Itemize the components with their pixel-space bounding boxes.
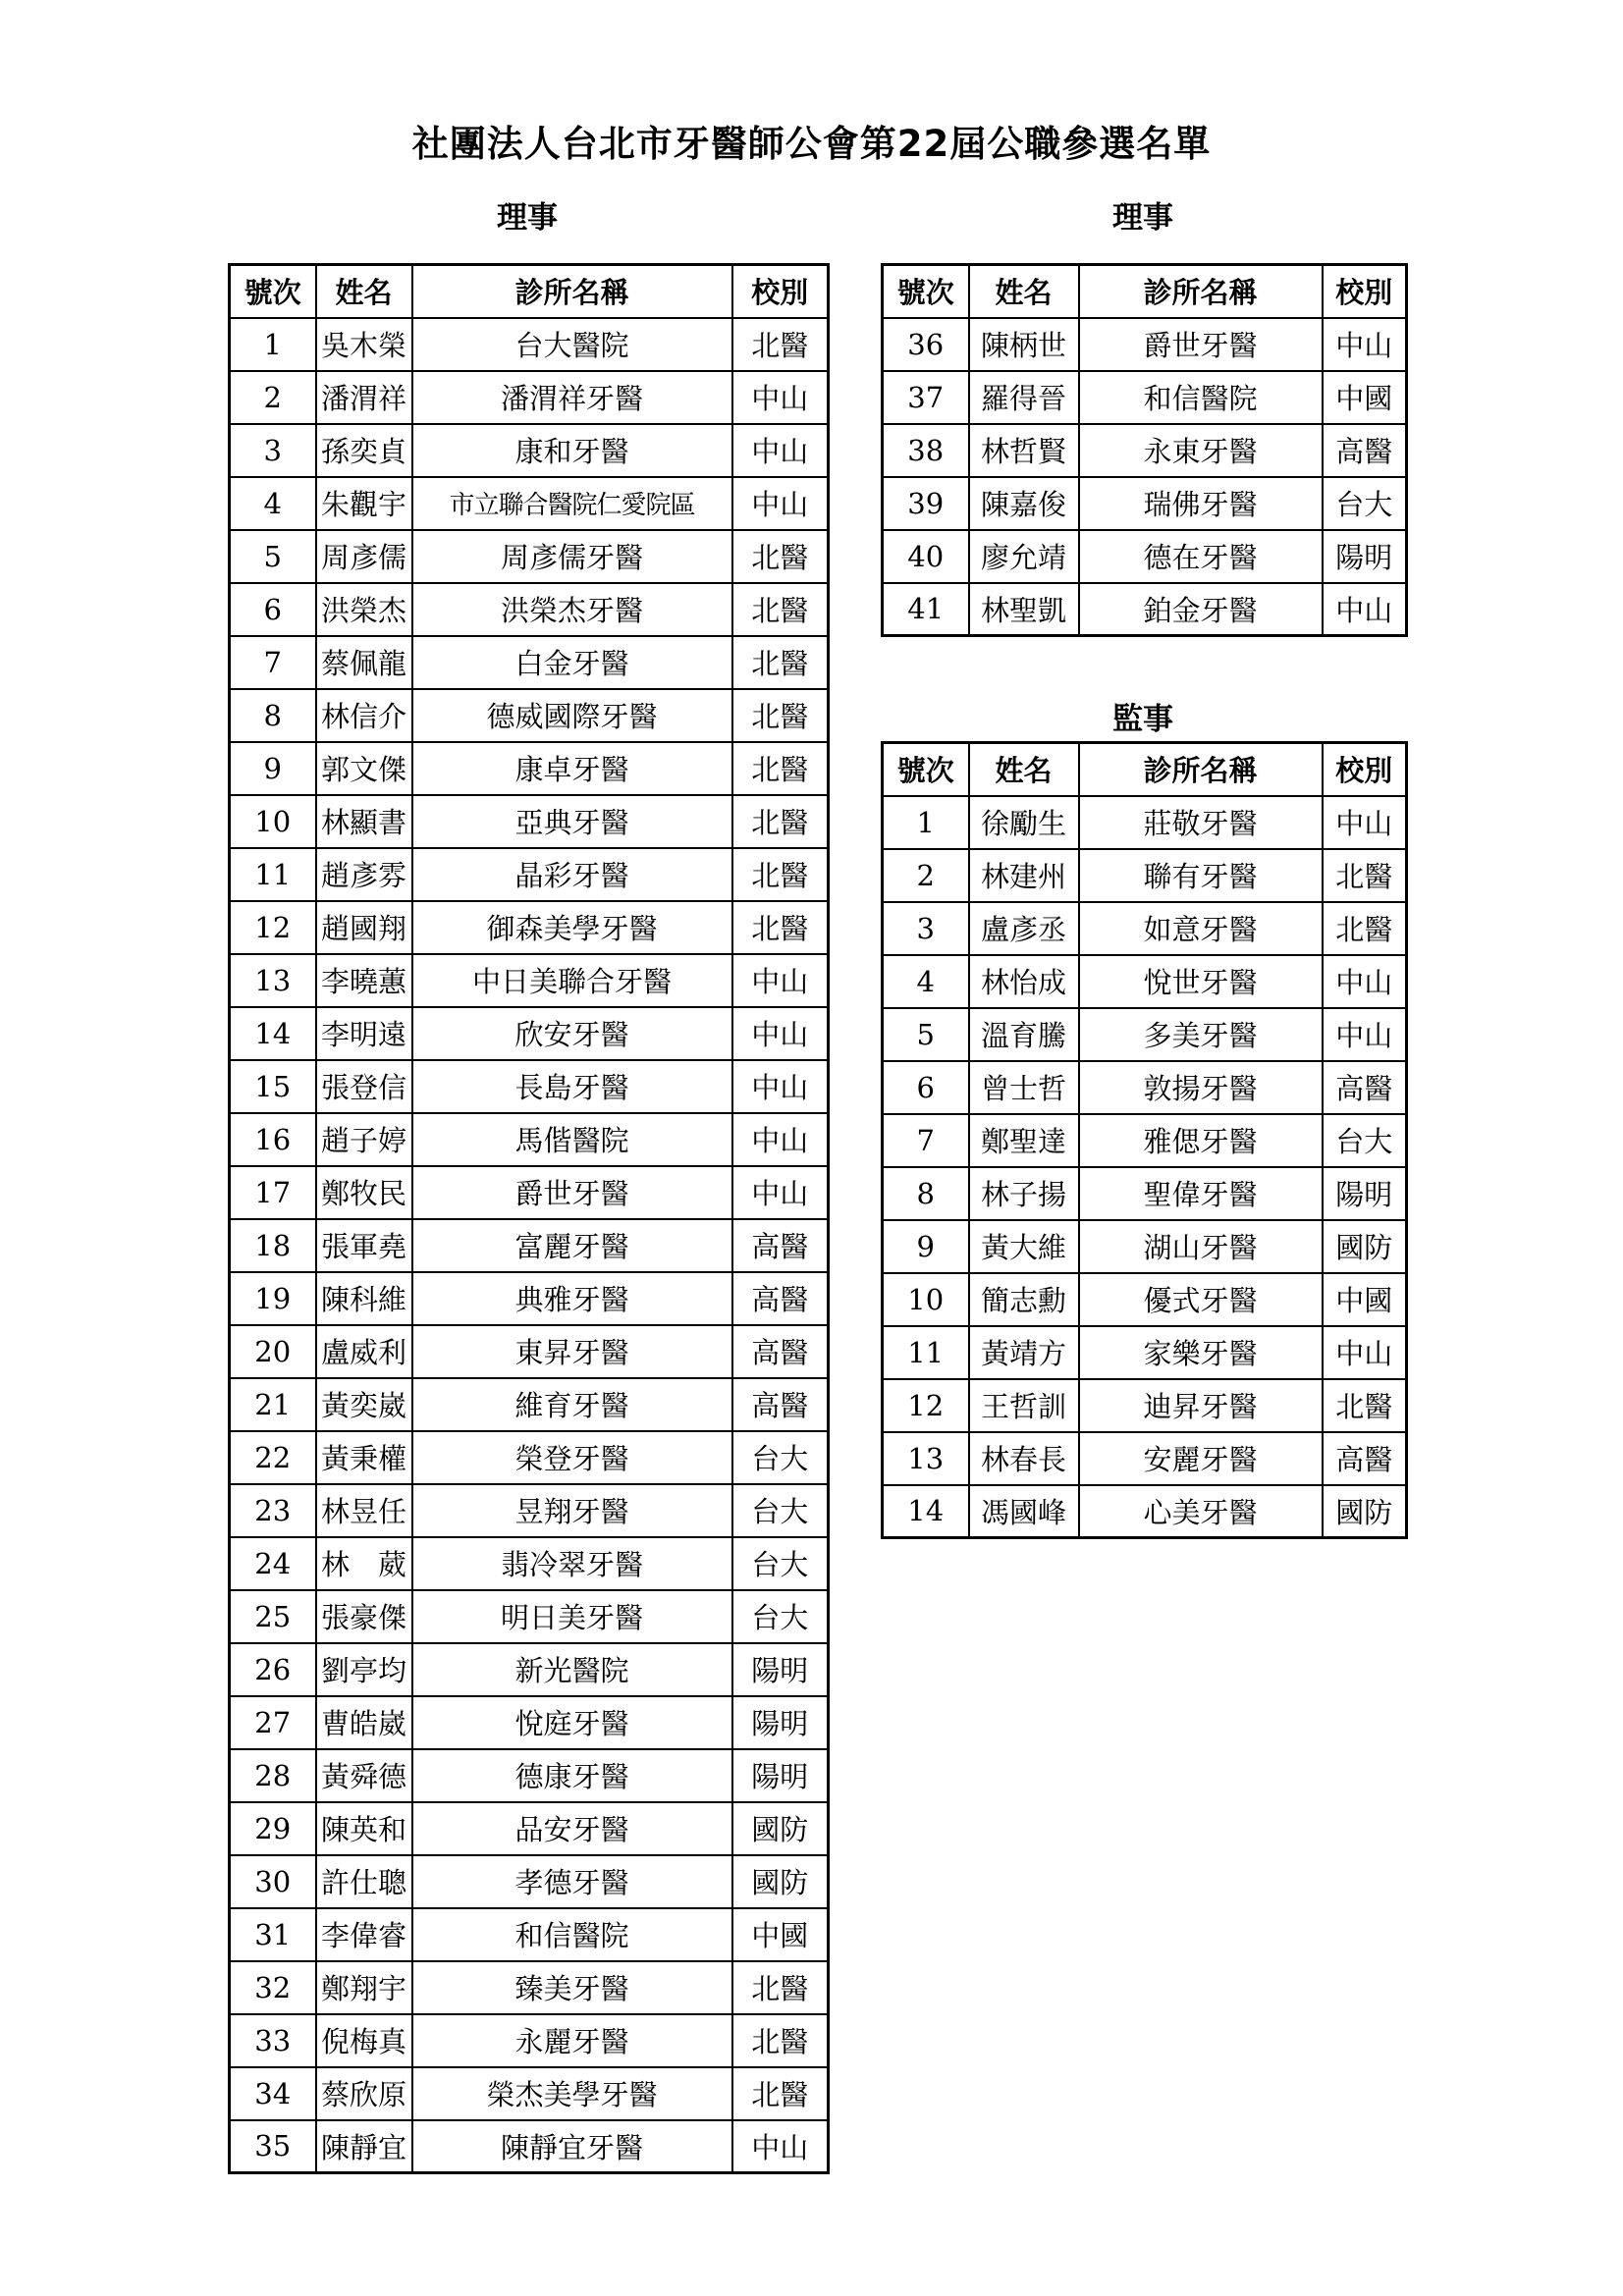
- cell-clinic: 白金牙醫: [412, 636, 732, 689]
- table-row: [230, 1431, 829, 1484]
- cell-clinic: 敦揚牙醫: [1079, 1061, 1323, 1114]
- cell-clinic: 孝德牙醫: [412, 1855, 732, 1908]
- column-header-school: 校別: [1323, 743, 1407, 796]
- cell-number: 23: [230, 1484, 316, 1537]
- cell-school: 台大: [1323, 477, 1407, 530]
- cell-clinic: 莊敬牙醫: [1079, 796, 1323, 849]
- cell-clinic: 和信醫院: [1079, 371, 1323, 424]
- cell-number: 24: [230, 1537, 316, 1590]
- cell-school: 北醫: [732, 1961, 829, 2014]
- cell-number: 12: [883, 1379, 969, 1432]
- cell-school: 中山: [732, 1007, 829, 1060]
- cell-name: 倪梅真: [316, 2014, 412, 2067]
- cell-clinic: 康和牙醫: [412, 424, 732, 477]
- cell-number: 20: [230, 1325, 316, 1378]
- cell-clinic: 聯有牙醫: [1079, 849, 1323, 902]
- cell-number: 14: [230, 1007, 316, 1060]
- cell-name: 周彥儒: [316, 530, 412, 583]
- table-header-row: [883, 743, 1407, 796]
- table-row: [883, 955, 1407, 1008]
- cell-name: 張登信: [316, 1060, 412, 1113]
- cell-number: 19: [230, 1272, 316, 1325]
- table-row: [230, 1590, 829, 1643]
- table-row: [230, 954, 829, 1007]
- column-header-name: 姓名: [316, 265, 412, 318]
- cell-name: 馮國峰: [969, 1485, 1079, 1538]
- cell-school: 國防: [732, 1855, 829, 1908]
- cell-name: 趙國翔: [316, 901, 412, 954]
- cell-school: 中山: [1323, 796, 1407, 849]
- cell-number: 16: [230, 1113, 316, 1166]
- table-row: [883, 1220, 1407, 1273]
- table-row: [230, 2067, 829, 2120]
- table-row: [883, 1485, 1407, 1538]
- cell-clinic: 洪榮杰牙醫: [412, 583, 732, 636]
- cell-number: 37: [883, 371, 969, 424]
- cell-number: 35: [230, 2120, 316, 2173]
- table-row: [230, 371, 829, 424]
- cell-clinic: 聖偉牙醫: [1079, 1167, 1323, 1220]
- table-row: [883, 1379, 1407, 1432]
- cell-clinic: 典雅牙醫: [412, 1272, 732, 1325]
- cell-clinic: 瑞佛牙醫: [1079, 477, 1323, 530]
- cell-name: 羅得晉: [969, 371, 1079, 424]
- cell-clinic: 優式牙醫: [1079, 1273, 1323, 1326]
- table-row: [230, 1537, 829, 1590]
- cell-school: 中國: [1323, 371, 1407, 424]
- cell-school: 陽明: [732, 1643, 829, 1696]
- table-row: [883, 583, 1407, 636]
- cell-clinic: 雅偲牙醫: [1079, 1114, 1323, 1167]
- cell-name: 林怡成: [969, 955, 1079, 1008]
- cell-clinic: 榮登牙醫: [412, 1431, 732, 1484]
- table-row: [230, 2014, 829, 2067]
- cell-number: 1: [230, 318, 316, 371]
- column-header-clinic: 診所名稱: [1079, 265, 1323, 318]
- cell-clinic: 晶彩牙醫: [412, 848, 732, 901]
- table-row: [230, 1113, 829, 1166]
- table-row: [883, 849, 1407, 902]
- column-header-school: 校別: [732, 265, 829, 318]
- table-row: [883, 1273, 1407, 1326]
- cell-clinic: 維育牙醫: [412, 1378, 732, 1431]
- cell-school: 國防: [1323, 1220, 1407, 1273]
- cell-clinic: 欣安牙醫: [412, 1007, 732, 1060]
- cell-name: 黃奕崴: [316, 1378, 412, 1431]
- cell-name: 林哲賢: [969, 424, 1079, 477]
- cell-number: 14: [883, 1485, 969, 1538]
- cell-number: 3: [230, 424, 316, 477]
- cell-clinic: 榮杰美學牙醫: [412, 2067, 732, 2120]
- cell-clinic: 潘渭祥牙醫: [412, 371, 732, 424]
- table-row: [230, 1802, 829, 1855]
- cell-name: 簡志勳: [969, 1273, 1079, 1326]
- table-row: [883, 1326, 1407, 1379]
- cell-number: 17: [230, 1166, 316, 1219]
- column-header-number: 號次: [883, 265, 969, 318]
- cell-name: 溫育騰: [969, 1008, 1079, 1061]
- cell-school: 北醫: [1323, 849, 1407, 902]
- cell-clinic: 陳靜宜牙醫: [412, 2120, 732, 2173]
- supervisors-table: [881, 741, 1408, 1539]
- cell-school: 台大: [1323, 1114, 1407, 1167]
- cell-number: 1: [883, 796, 969, 849]
- table-row: [230, 1484, 829, 1537]
- cell-clinic: 品安牙醫: [412, 1802, 732, 1855]
- cell-name: 林聖凱: [969, 583, 1079, 636]
- cell-number: 32: [230, 1961, 316, 2014]
- cell-number: 10: [883, 1273, 969, 1326]
- cell-name: 曾士哲: [969, 1061, 1079, 1114]
- cell-number: 40: [883, 530, 969, 583]
- cell-name: 李偉睿: [316, 1908, 412, 1961]
- cell-school: 北醫: [732, 318, 829, 371]
- cell-clinic: 德威國際牙醫: [412, 689, 732, 742]
- cell-number: 5: [883, 1008, 969, 1061]
- cell-clinic: 御森美學牙醫: [412, 901, 732, 954]
- table-row: [230, 1378, 829, 1431]
- cell-name: 鄭牧民: [316, 1166, 412, 1219]
- cell-school: 北醫: [732, 583, 829, 636]
- column-header-name: 姓名: [969, 265, 1079, 318]
- cell-number: 15: [230, 1060, 316, 1113]
- cell-clinic: 德康牙醫: [412, 1749, 732, 1802]
- cell-name: 林信介: [316, 689, 412, 742]
- cell-school: 北醫: [732, 795, 829, 848]
- cell-school: 台大: [732, 1484, 829, 1537]
- table-row: [230, 848, 829, 901]
- table-row: [883, 1114, 1407, 1167]
- table-row: [883, 1432, 1407, 1485]
- cell-name: 林 葳: [316, 1537, 412, 1590]
- cell-school: 北醫: [732, 689, 829, 742]
- directors-table-right: [881, 263, 1408, 637]
- cell-name: 陳英和: [316, 1802, 412, 1855]
- cell-number: 11: [883, 1326, 969, 1379]
- cell-school: 中山: [1323, 318, 1407, 371]
- cell-clinic: 亞典牙醫: [412, 795, 732, 848]
- cell-number: 31: [230, 1908, 316, 1961]
- cell-number: 13: [230, 954, 316, 1007]
- cell-number: 21: [230, 1378, 316, 1431]
- cell-clinic: 長島牙醫: [412, 1060, 732, 1113]
- cell-clinic: 永東牙醫: [1079, 424, 1323, 477]
- cell-name: 盧威利: [316, 1325, 412, 1378]
- cell-school: 中山: [732, 371, 829, 424]
- cell-clinic: 市立聯合醫院仁愛院區: [412, 477, 732, 530]
- cell-name: 郭文傑: [316, 742, 412, 795]
- table-row: [230, 1060, 829, 1113]
- cell-number: 4: [230, 477, 316, 530]
- cell-name: 鄭翔宇: [316, 1961, 412, 2014]
- cell-name: 黃秉權: [316, 1431, 412, 1484]
- cell-school: 高醫: [732, 1272, 829, 1325]
- cell-name: 蔡欣原: [316, 2067, 412, 2120]
- cell-number: 6: [230, 583, 316, 636]
- cell-school: 北醫: [732, 530, 829, 583]
- cell-school: 中山: [1323, 1326, 1407, 1379]
- table-header-row: [883, 265, 1407, 318]
- cell-number: 30: [230, 1855, 316, 1908]
- cell-name: 孫奕貞: [316, 424, 412, 477]
- cell-number: 9: [883, 1220, 969, 1273]
- cell-school: 高醫: [732, 1325, 829, 1378]
- cell-name: 黃靖方: [969, 1326, 1079, 1379]
- table-row: [883, 477, 1407, 530]
- cell-school: 中國: [1323, 1273, 1407, 1326]
- cell-school: 中山: [732, 2120, 829, 2173]
- cell-number: 39: [883, 477, 969, 530]
- cell-number: 8: [883, 1167, 969, 1220]
- table-row: [883, 1061, 1407, 1114]
- cell-name: 朱觀宇: [316, 477, 412, 530]
- table-row: [230, 583, 829, 636]
- table-row: [230, 318, 829, 371]
- cell-school: 陽明: [732, 1749, 829, 1802]
- table-row: [230, 1007, 829, 1060]
- cell-name: 陳科維: [316, 1272, 412, 1325]
- cell-number: 7: [883, 1114, 969, 1167]
- cell-clinic: 永麗牙醫: [412, 2014, 732, 2067]
- table-row: [883, 318, 1407, 371]
- cell-name: 盧彥丞: [969, 902, 1079, 955]
- cell-school: 中山: [1323, 1008, 1407, 1061]
- cell-number: 22: [230, 1431, 316, 1484]
- cell-school: 台大: [732, 1431, 829, 1484]
- cell-name: 廖允靖: [969, 530, 1079, 583]
- cell-name: 許仕聰: [316, 1855, 412, 1908]
- cell-name: 張軍堯: [316, 1219, 412, 1272]
- table-row: [230, 1272, 829, 1325]
- cell-number: 13: [883, 1432, 969, 1485]
- supervisors-heading: 監事: [1112, 702, 1173, 737]
- cell-school: 高醫: [1323, 1432, 1407, 1485]
- table-row: [230, 1166, 829, 1219]
- table-header-row: [230, 265, 829, 318]
- cell-school: 北醫: [732, 901, 829, 954]
- cell-school: 北醫: [732, 848, 829, 901]
- cell-clinic: 鉑金牙醫: [1079, 583, 1323, 636]
- directors-heading-left: 理事: [497, 200, 558, 236]
- column-header-number: 號次: [883, 743, 969, 796]
- cell-number: 41: [883, 583, 969, 636]
- cell-school: 中山: [732, 954, 829, 1007]
- cell-school: 高醫: [732, 1378, 829, 1431]
- cell-clinic: 台大醫院: [412, 318, 732, 371]
- cell-name: 張豪傑: [316, 1590, 412, 1643]
- table-row: [230, 1749, 829, 1802]
- table-row: [230, 530, 829, 583]
- table-row: [230, 1908, 829, 1961]
- cell-name: 林建州: [969, 849, 1079, 902]
- cell-clinic: 心美牙醫: [1079, 1485, 1323, 1538]
- cell-school: 中山: [732, 1060, 829, 1113]
- cell-name: 吳木榮: [316, 318, 412, 371]
- cell-clinic: 康卓牙醫: [412, 742, 732, 795]
- column-header-number: 號次: [230, 265, 316, 318]
- cell-clinic: 迪昇牙醫: [1079, 1379, 1323, 1432]
- table-row: [230, 742, 829, 795]
- cell-clinic: 翡冷翠牙醫: [412, 1537, 732, 1590]
- cell-number: 18: [230, 1219, 316, 1272]
- column-header-clinic: 診所名稱: [412, 265, 732, 318]
- cell-number: 34: [230, 2067, 316, 2120]
- cell-clinic: 中日美聯合牙醫: [412, 954, 732, 1007]
- cell-number: 6: [883, 1061, 969, 1114]
- cell-name: 鄭聖達: [969, 1114, 1079, 1167]
- cell-school: 中山: [1323, 583, 1407, 636]
- cell-school: 高醫: [1323, 424, 1407, 477]
- cell-school: 陽明: [1323, 1167, 1407, 1220]
- cell-school: 高醫: [1323, 1061, 1407, 1114]
- cell-name: 蔡佩龍: [316, 636, 412, 689]
- table-row: [230, 424, 829, 477]
- cell-school: 陽明: [1323, 530, 1407, 583]
- cell-number: 27: [230, 1696, 316, 1749]
- cell-school: 陽明: [732, 1696, 829, 1749]
- cell-school: 國防: [732, 1802, 829, 1855]
- table-row: [230, 636, 829, 689]
- cell-clinic: 如意牙醫: [1079, 902, 1323, 955]
- cell-name: 李曉蕙: [316, 954, 412, 1007]
- table-row: [230, 2120, 829, 2173]
- cell-name: 林顯書: [316, 795, 412, 848]
- cell-number: 29: [230, 1802, 316, 1855]
- cell-school: 北醫: [1323, 902, 1407, 955]
- cell-school: 中山: [732, 424, 829, 477]
- cell-number: 38: [883, 424, 969, 477]
- table-row: [230, 1325, 829, 1378]
- cell-number: 10: [230, 795, 316, 848]
- table-row: [883, 371, 1407, 424]
- cell-name: 陳嘉俊: [969, 477, 1079, 530]
- cell-school: 國防: [1323, 1485, 1407, 1538]
- table-row: [883, 1008, 1407, 1061]
- cell-name: 陳柄世: [969, 318, 1079, 371]
- cell-number: 3: [883, 902, 969, 955]
- cell-clinic: 安麗牙醫: [1079, 1432, 1323, 1485]
- table-row: [230, 477, 829, 530]
- cell-name: 趙子婷: [316, 1113, 412, 1166]
- cell-school: 中山: [1323, 955, 1407, 1008]
- cell-clinic: 明日美牙醫: [412, 1590, 732, 1643]
- table-row: [230, 1855, 829, 1908]
- cell-clinic: 周彥儒牙醫: [412, 530, 732, 583]
- cell-number: 2: [230, 371, 316, 424]
- document-title: 社團法人台北市牙醫師公會第22屆公職參選名單: [411, 123, 1212, 165]
- cell-clinic: 家樂牙醫: [1079, 1326, 1323, 1379]
- cell-school: 北醫: [1323, 1379, 1407, 1432]
- cell-clinic: 湖山牙醫: [1079, 1220, 1323, 1273]
- cell-name: 洪榮杰: [316, 583, 412, 636]
- cell-name: 潘渭祥: [316, 371, 412, 424]
- cell-number: 7: [230, 636, 316, 689]
- table-row: [883, 530, 1407, 583]
- directors-table-left: [228, 263, 830, 2174]
- table-row: [230, 795, 829, 848]
- cell-number: 25: [230, 1590, 316, 1643]
- cell-school: 中山: [732, 1166, 829, 1219]
- cell-number: 12: [230, 901, 316, 954]
- table-row: [883, 902, 1407, 955]
- cell-name: 林昱任: [316, 1484, 412, 1537]
- cell-clinic: 和信醫院: [412, 1908, 732, 1961]
- table-row: [230, 1961, 829, 2014]
- cell-school: 北醫: [732, 2014, 829, 2067]
- cell-name: 黃舜德: [316, 1749, 412, 1802]
- table-row: [883, 424, 1407, 477]
- cell-name: 黃大維: [969, 1220, 1079, 1273]
- cell-clinic: 爵世牙醫: [412, 1166, 732, 1219]
- cell-clinic: 昱翔牙醫: [412, 1484, 732, 1537]
- cell-school: 中國: [732, 1908, 829, 1961]
- table-row: [230, 1696, 829, 1749]
- cell-clinic: 爵世牙醫: [1079, 318, 1323, 371]
- cell-name: 林子揚: [969, 1167, 1079, 1220]
- cell-clinic: 多美牙醫: [1079, 1008, 1323, 1061]
- directors-heading-right: 理事: [1112, 200, 1173, 236]
- cell-name: 劉亭均: [316, 1643, 412, 1696]
- table-row: [883, 1167, 1407, 1220]
- cell-name: 林春長: [969, 1432, 1079, 1485]
- cell-number: 8: [230, 689, 316, 742]
- cell-number: 33: [230, 2014, 316, 2067]
- cell-name: 陳靜宜: [316, 2120, 412, 2173]
- column-header-clinic: 診所名稱: [1079, 743, 1323, 796]
- table-row: [230, 1643, 829, 1696]
- cell-school: 北醫: [732, 2067, 829, 2120]
- cell-name: 曹皓崴: [316, 1696, 412, 1749]
- cell-number: 11: [230, 848, 316, 901]
- cell-number: 26: [230, 1643, 316, 1696]
- cell-number: 5: [230, 530, 316, 583]
- cell-clinic: 悅庭牙醫: [412, 1696, 732, 1749]
- cell-name: 李明遠: [316, 1007, 412, 1060]
- table-row: [230, 901, 829, 954]
- cell-school: 台大: [732, 1537, 829, 1590]
- cell-school: 北醫: [732, 742, 829, 795]
- cell-clinic: 東昇牙醫: [412, 1325, 732, 1378]
- cell-clinic: 馬偕醫院: [412, 1113, 732, 1166]
- table-row: [230, 1219, 829, 1272]
- cell-school: 北醫: [732, 636, 829, 689]
- cell-number: 2: [883, 849, 969, 902]
- cell-clinic: 悅世牙醫: [1079, 955, 1323, 1008]
- cell-clinic: 臻美牙醫: [412, 1961, 732, 2014]
- cell-number: 36: [883, 318, 969, 371]
- cell-number: 28: [230, 1749, 316, 1802]
- cell-school: 中山: [732, 477, 829, 530]
- column-header-name: 姓名: [969, 743, 1079, 796]
- cell-number: 9: [230, 742, 316, 795]
- cell-school: 高醫: [732, 1219, 829, 1272]
- cell-school: 台大: [732, 1590, 829, 1643]
- cell-clinic: 新光醫院: [412, 1643, 732, 1696]
- column-header-school: 校別: [1323, 265, 1407, 318]
- cell-clinic: 富麗牙醫: [412, 1219, 732, 1272]
- table-row: [883, 796, 1407, 849]
- cell-number: 4: [883, 955, 969, 1008]
- cell-clinic: 德在牙醫: [1079, 530, 1323, 583]
- cell-school: 中山: [732, 1113, 829, 1166]
- cell-name: 趙彥雰: [316, 848, 412, 901]
- cell-name: 王哲訓: [969, 1379, 1079, 1432]
- table-row: [230, 689, 829, 742]
- cell-name: 徐勵生: [969, 796, 1079, 849]
